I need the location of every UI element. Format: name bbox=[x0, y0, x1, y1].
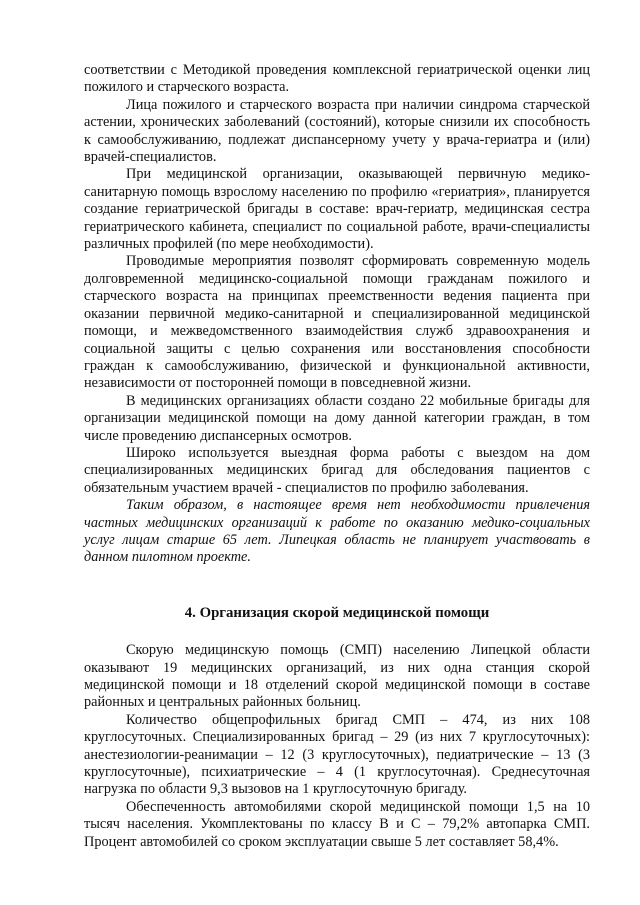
paragraph-geriatric-team: При медицинской организации, оказывающей первичную медико-санитарную помощь взрослому населению по профилю «гериатрия», планируется создание гериатрической бригады в составе: врач-гериатр, медицинская сестра гериатрического кабинета, специалист по социальной работе, врачи-специалисты различных профилей (по мере необходимости). bbox=[84, 166, 590, 253]
paragraph-care-model: Проводимые мероприятия позволят сформировать современную модель долговременной медицинско-социальной помощи гражданам пожилого и старческого возраста на принципах преемственности ведения пациента при оказании первичной медико-санитарной и специализированной медицинской помощи, и межведомственного взаимодействия служб здравоохранения и социальной защиты с целью сохранения или восстановления способности граждан к самообслуживанию, физической и функциональной активности, независимости от посторонней помощи в повседневной жизни. bbox=[84, 253, 590, 392]
paragraph-ems-organizations: Скорую медицинскую помощь (СМП) населению Липецкой области оказывают 19 медицинских организаций, из них одна станция скорой медицинской помощи и 18 отделений скорой медицинской помощи в составе районных и центральных районных больниц. bbox=[84, 642, 590, 711]
paragraph-field-work: Широко используется выездная форма работы с выездом на дом специализированных медицинских бригад для обследования пациентов с обязательным участием врачей - специалистов по профилю заболевания. bbox=[84, 444, 590, 496]
paragraph-ems-vehicles: Обеспеченность автомобилями скорой медицинской помощи 1,5 на 10 тысяч населения. Укомплектованы по классу В и С – 79,2% автопарка СМП. Процент автомобилей со сроком эксплуатации свыше 5 лет составляет 58,4%. bbox=[84, 798, 590, 850]
paragraph-continuation: соответствии с Методикой проведения комплексной гериатрической оценки лиц пожилого и старческого возраста. bbox=[84, 62, 590, 96]
paragraph-mobile-teams: В медицинских организациях области создано 22 мобильные бригады для организации медицинской помощи на дому данной категории граждан, в том числе проведению диспансерных осмотров. bbox=[84, 392, 590, 444]
paragraph-astenia: Лица пожилого и старческого возраста при наличии синдрома старческой астении, хронических заболеваний (состояний), которые снизили их способность к самообслуживанию, подлежат диспансерному учету у врача-гериатра и (или) врачей-специалистов. bbox=[84, 96, 590, 166]
document-page bbox=[84, 62, 590, 851]
section-heading: 4. Организация скорой медицинской помощи bbox=[184, 604, 490, 621]
paragraph-ems-teams: Количество общепрофильных бригад СМП – 474, из них 108 круглосуточных. Специализированных бригад – 29 (из них 7 круглосуточных): анестезиологии-реанимации – 12 (3 круглосуточных), педиатрические – 13 (3 круглосуточные), психиатрические – 4 (1 круглосуточная). Среднесуточная нагрузка по области 9,3 вызовов на 1 круглосуточную бригаду. bbox=[84, 711, 590, 798]
paragraph-conclusion: Таким образом, в настоящее время нет необходимости привлечения частных медицинских организаций к работе по оказанию медико-социальных услуг лицам старше 65 лет. Липецкая область не планирует участвовать в данном пилотном проекте. bbox=[84, 497, 590, 566]
